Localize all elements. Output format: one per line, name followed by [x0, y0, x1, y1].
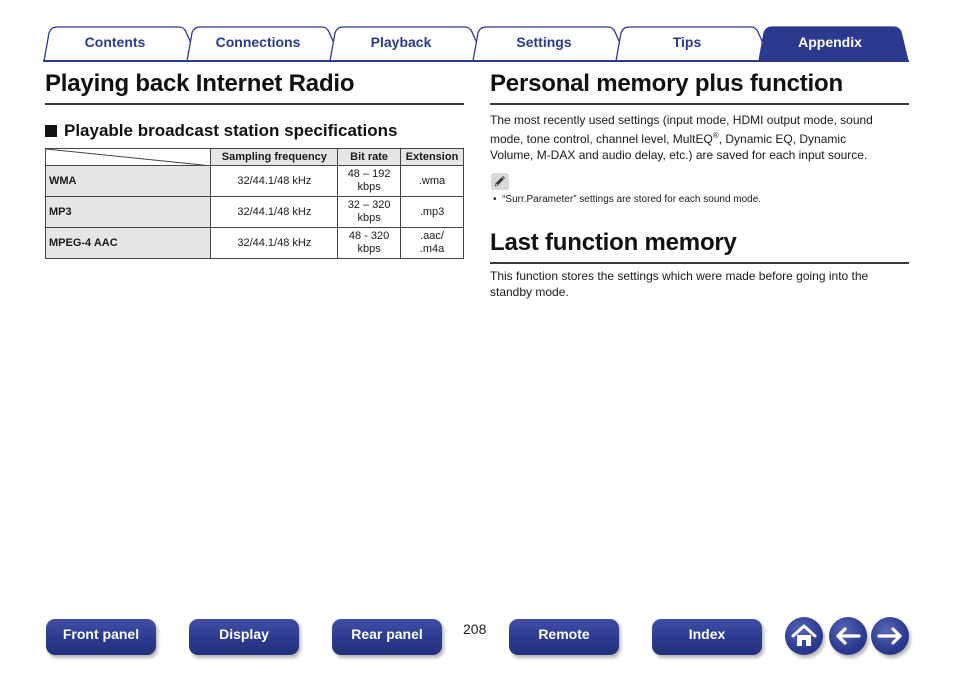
text-line: The most recently used settings (input mode, HDMI output mode, sound — [490, 113, 873, 127]
bitrate-unit: kbps — [357, 212, 381, 224]
square-bullet-icon — [45, 125, 57, 137]
tab-playback[interactable]: Playback — [370, 34, 432, 50]
bitrate-value: 32 – 320 — [347, 199, 391, 211]
tab-appendix[interactable]: Appendix — [798, 34, 862, 50]
personal-memory-text — [490, 112, 910, 163]
col-header-extension: Extension — [401, 149, 464, 166]
text-span: mode, tone control, channel level, MultEQ — [490, 132, 713, 146]
page-number: 208 — [463, 621, 487, 637]
section-heading-text: Playable broadcast station specifications — [64, 121, 398, 140]
col-header-sampling: Sampling frequency — [211, 149, 338, 166]
extension-cell — [401, 166, 464, 197]
table-row — [46, 166, 464, 197]
section-title-last-function: Last function memory — [490, 229, 737, 256]
page-title-personal-memory: Personal memory plus function — [490, 70, 843, 97]
extension-value-2: .m4a — [419, 243, 445, 255]
diagonal-line — [46, 149, 212, 166]
text-line: standby mode. — [490, 285, 569, 299]
sampling-cell: 32/44.1/48 kHz — [211, 228, 338, 259]
bitrate-value: 48 – 192 — [347, 168, 391, 180]
title-rule-right — [490, 103, 909, 105]
extension-value: .mp3 — [419, 205, 445, 218]
extension-cell — [401, 228, 464, 259]
last-function-text — [490, 268, 910, 300]
note-badge — [491, 173, 509, 190]
back-button[interactable] — [829, 617, 867, 655]
extension-value: .wma — [418, 174, 446, 187]
rear-panel-button[interactable]: Rear panel — [332, 619, 442, 655]
spec-table — [45, 148, 464, 259]
home-icon — [785, 617, 823, 655]
table-header-row — [46, 149, 464, 166]
bitrate-cell — [338, 166, 401, 197]
arrow-right-icon — [871, 617, 909, 655]
tab-contents[interactable]: Contents — [84, 34, 146, 50]
tab-settings[interactable]: Settings — [516, 34, 572, 50]
display-button[interactable]: Display — [189, 619, 299, 655]
text-line: Volume, M-DAX and audio delay, etc.) are saved for each input source. — [490, 148, 868, 162]
tab-underline — [43, 60, 909, 62]
tab-bar — [43, 26, 909, 62]
sampling-cell: 32/44.1/48 kHz — [211, 197, 338, 228]
bitrate-value: 48 - 320 — [348, 230, 390, 242]
format-cell: MP3 — [46, 197, 211, 228]
text-span: , Dynamic EQ, Dynamic — [718, 132, 847, 146]
registered-mark: ® — [712, 131, 719, 140]
title-rule-last-function — [490, 262, 909, 264]
tab-connections[interactable]: Connections — [215, 34, 301, 50]
section-heading — [45, 121, 398, 141]
bitrate-cell — [338, 228, 401, 259]
title-rule-left — [45, 103, 464, 105]
text-line — [490, 128, 910, 147]
home-button[interactable] — [785, 617, 823, 655]
remote-button[interactable]: Remote — [509, 619, 619, 655]
pencil-icon — [491, 173, 509, 190]
table-row — [46, 197, 464, 228]
bitrate-cell — [338, 197, 401, 228]
tab-tips[interactable]: Tips — [672, 34, 702, 50]
format-cell: MPEG-4 AAC — [46, 228, 211, 259]
format-cell: WMA — [46, 166, 211, 197]
note-text: “Surr.Parameter” settings are stored for each sound mode. — [502, 194, 762, 205]
bitrate-unit: kbps — [357, 181, 381, 193]
note-item: • “Surr.Parameter” settings are stored for each sound mode. — [493, 194, 762, 205]
bitrate-unit: kbps — [357, 243, 381, 255]
arrow-left-icon — [829, 617, 867, 655]
extension-value: .aac/ — [420, 230, 444, 242]
forward-button[interactable] — [871, 617, 909, 655]
col-header-bitrate: Bit rate — [338, 149, 401, 166]
text-line: This function stores the settings which were made before going into the — [490, 269, 869, 283]
extension-cell — [401, 197, 464, 228]
page-title-internet-radio: Playing back Internet Radio — [45, 70, 355, 97]
sampling-cell: 32/44.1/48 kHz — [211, 166, 338, 197]
table-row — [46, 228, 464, 259]
index-button[interactable]: Index — [652, 619, 762, 655]
front-panel-button[interactable]: Front panel — [46, 619, 156, 655]
table-corner-cell — [46, 149, 211, 166]
